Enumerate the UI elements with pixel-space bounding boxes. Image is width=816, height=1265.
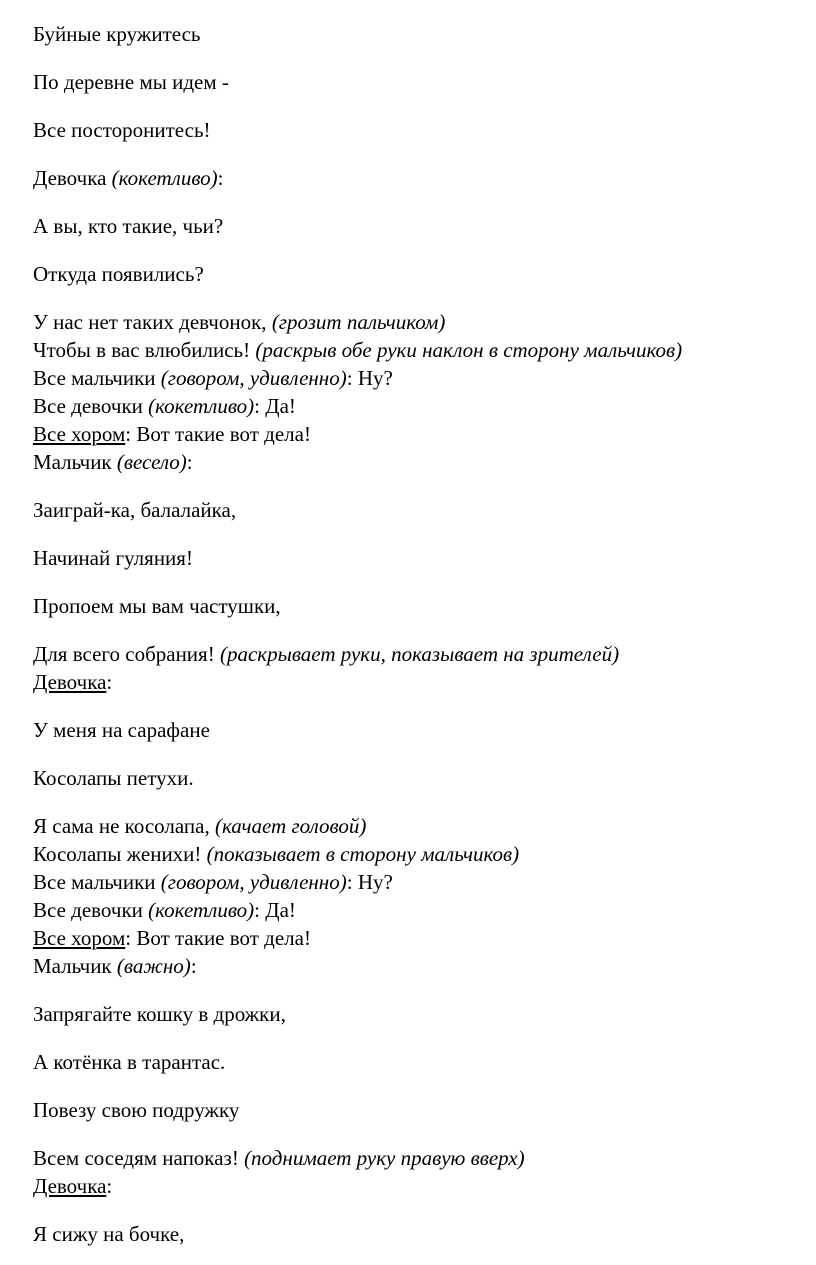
line-tail: : Ну? (346, 870, 393, 894)
speaker-name: Все мальчики (33, 366, 156, 390)
stage-direction: (раскрыв обе руки наклон в сторону мальчиков) (255, 338, 683, 362)
speaker-name: Все хором (33, 926, 126, 950)
stage-direction: (весело) (116, 450, 187, 474)
stage-direction: (качает головой) (214, 814, 367, 838)
speaker-line (33, 449, 193, 475)
speaker-name: Девочка (33, 166, 107, 190)
verse-line (33, 213, 223, 239)
verse-line (33, 261, 204, 287)
line-tail: : Вот такие вот дела! (125, 926, 311, 950)
stage-direction: (кокетливо) (148, 394, 255, 418)
speaker-name: Все мальчики (33, 870, 156, 894)
line-text: Чтобы в вас влюбились! (33, 338, 256, 362)
line-text: У меня на сарафане (33, 718, 210, 742)
line-text: Все посторонитесь! (33, 118, 211, 142)
speaker-name: Девочка (33, 1174, 107, 1198)
line-tail: : (217, 166, 224, 190)
line-tail: : Да! (254, 394, 296, 418)
verse-line (33, 1145, 525, 1171)
speaker-line (33, 365, 393, 391)
line-text: Заиграй-ка, балалайка, (33, 498, 237, 522)
speaker-name: Девочка (33, 670, 107, 694)
speaker-line (33, 669, 112, 695)
verse-line (33, 813, 366, 839)
verse-line (33, 593, 281, 619)
verse-line (33, 69, 229, 95)
verse-line (33, 1097, 239, 1123)
speaker-line (33, 1173, 112, 1199)
verse-line (33, 497, 236, 523)
stage-direction: (кокетливо) (111, 166, 218, 190)
stage-direction: (грозит пальчиком) (271, 310, 446, 334)
verse-line (33, 117, 211, 143)
stage-direction: (кокетливо) (148, 898, 255, 922)
stage-direction: (говором, удивленно) (160, 366, 347, 390)
speaker-name: Мальчик (33, 450, 112, 474)
speaker-name: Мальчик (33, 954, 112, 978)
verse-line (33, 337, 682, 363)
speaker-name: Все девочки (33, 394, 143, 418)
line-text: Пропоем мы вам частушки, (33, 594, 281, 618)
stage-direction: (важно) (116, 954, 191, 978)
line-text: Откуда появились? (33, 262, 204, 286)
speaker-line (33, 393, 296, 419)
verse-line (33, 641, 619, 667)
line-text: Запрягайте кошку в дрожки, (33, 1002, 286, 1026)
speaker-name: Все хором (33, 422, 126, 446)
verse-line (33, 717, 210, 743)
speaker-line (33, 925, 311, 951)
verse-line (33, 545, 193, 571)
line-text: Я сижу на бочке, (33, 1222, 185, 1246)
line-tail: : (106, 1174, 113, 1198)
line-text: По деревне мы идем - (33, 70, 229, 94)
stage-direction: (показывает в сторону мальчиков) (206, 842, 520, 866)
line-text: Косолапы петухи. (33, 766, 194, 790)
line-text: А котёнка в тарантас. (33, 1050, 226, 1074)
verse-line (33, 1221, 184, 1247)
line-text: Косолапы женихи! (33, 842, 207, 866)
verse-line (33, 1001, 286, 1027)
speaker-line (33, 421, 311, 447)
line-text: Начинай гуляния! (33, 546, 193, 570)
line-text: Я сама не косолапа, (33, 814, 215, 838)
line-tail: : Да! (254, 898, 296, 922)
speaker-line (33, 897, 296, 923)
line-text: Буйные кружитесь (33, 22, 201, 46)
line-text: Для всего собрания! (33, 642, 220, 666)
line-text: Повезу свою подружку (33, 1098, 240, 1122)
line-text: А вы, кто такие, чьи? (33, 214, 224, 238)
verse-line (33, 765, 194, 791)
speaker-line (33, 165, 224, 191)
line-tail: : Ну? (346, 366, 393, 390)
verse-line (33, 841, 519, 867)
stage-direction: (раскрывает руки, показывает на зрителей) (219, 642, 620, 666)
verse-line (33, 21, 201, 47)
line-text: У нас нет таких девчонок, (33, 310, 272, 334)
stage-direction: (поднимает руку правую вверх) (244, 1146, 525, 1170)
line-tail: : (106, 670, 113, 694)
verse-line (33, 1049, 225, 1075)
speaker-line (33, 869, 393, 895)
line-text: Всем соседям напоказ! (33, 1146, 245, 1170)
speaker-name: Все девочки (33, 898, 143, 922)
speaker-line (33, 953, 197, 979)
line-tail: : (190, 954, 197, 978)
line-tail: : Вот такие вот дела! (125, 422, 311, 446)
line-tail: : (186, 450, 193, 474)
stage-direction: (говором, удивленно) (160, 870, 347, 894)
verse-line (33, 309, 445, 335)
